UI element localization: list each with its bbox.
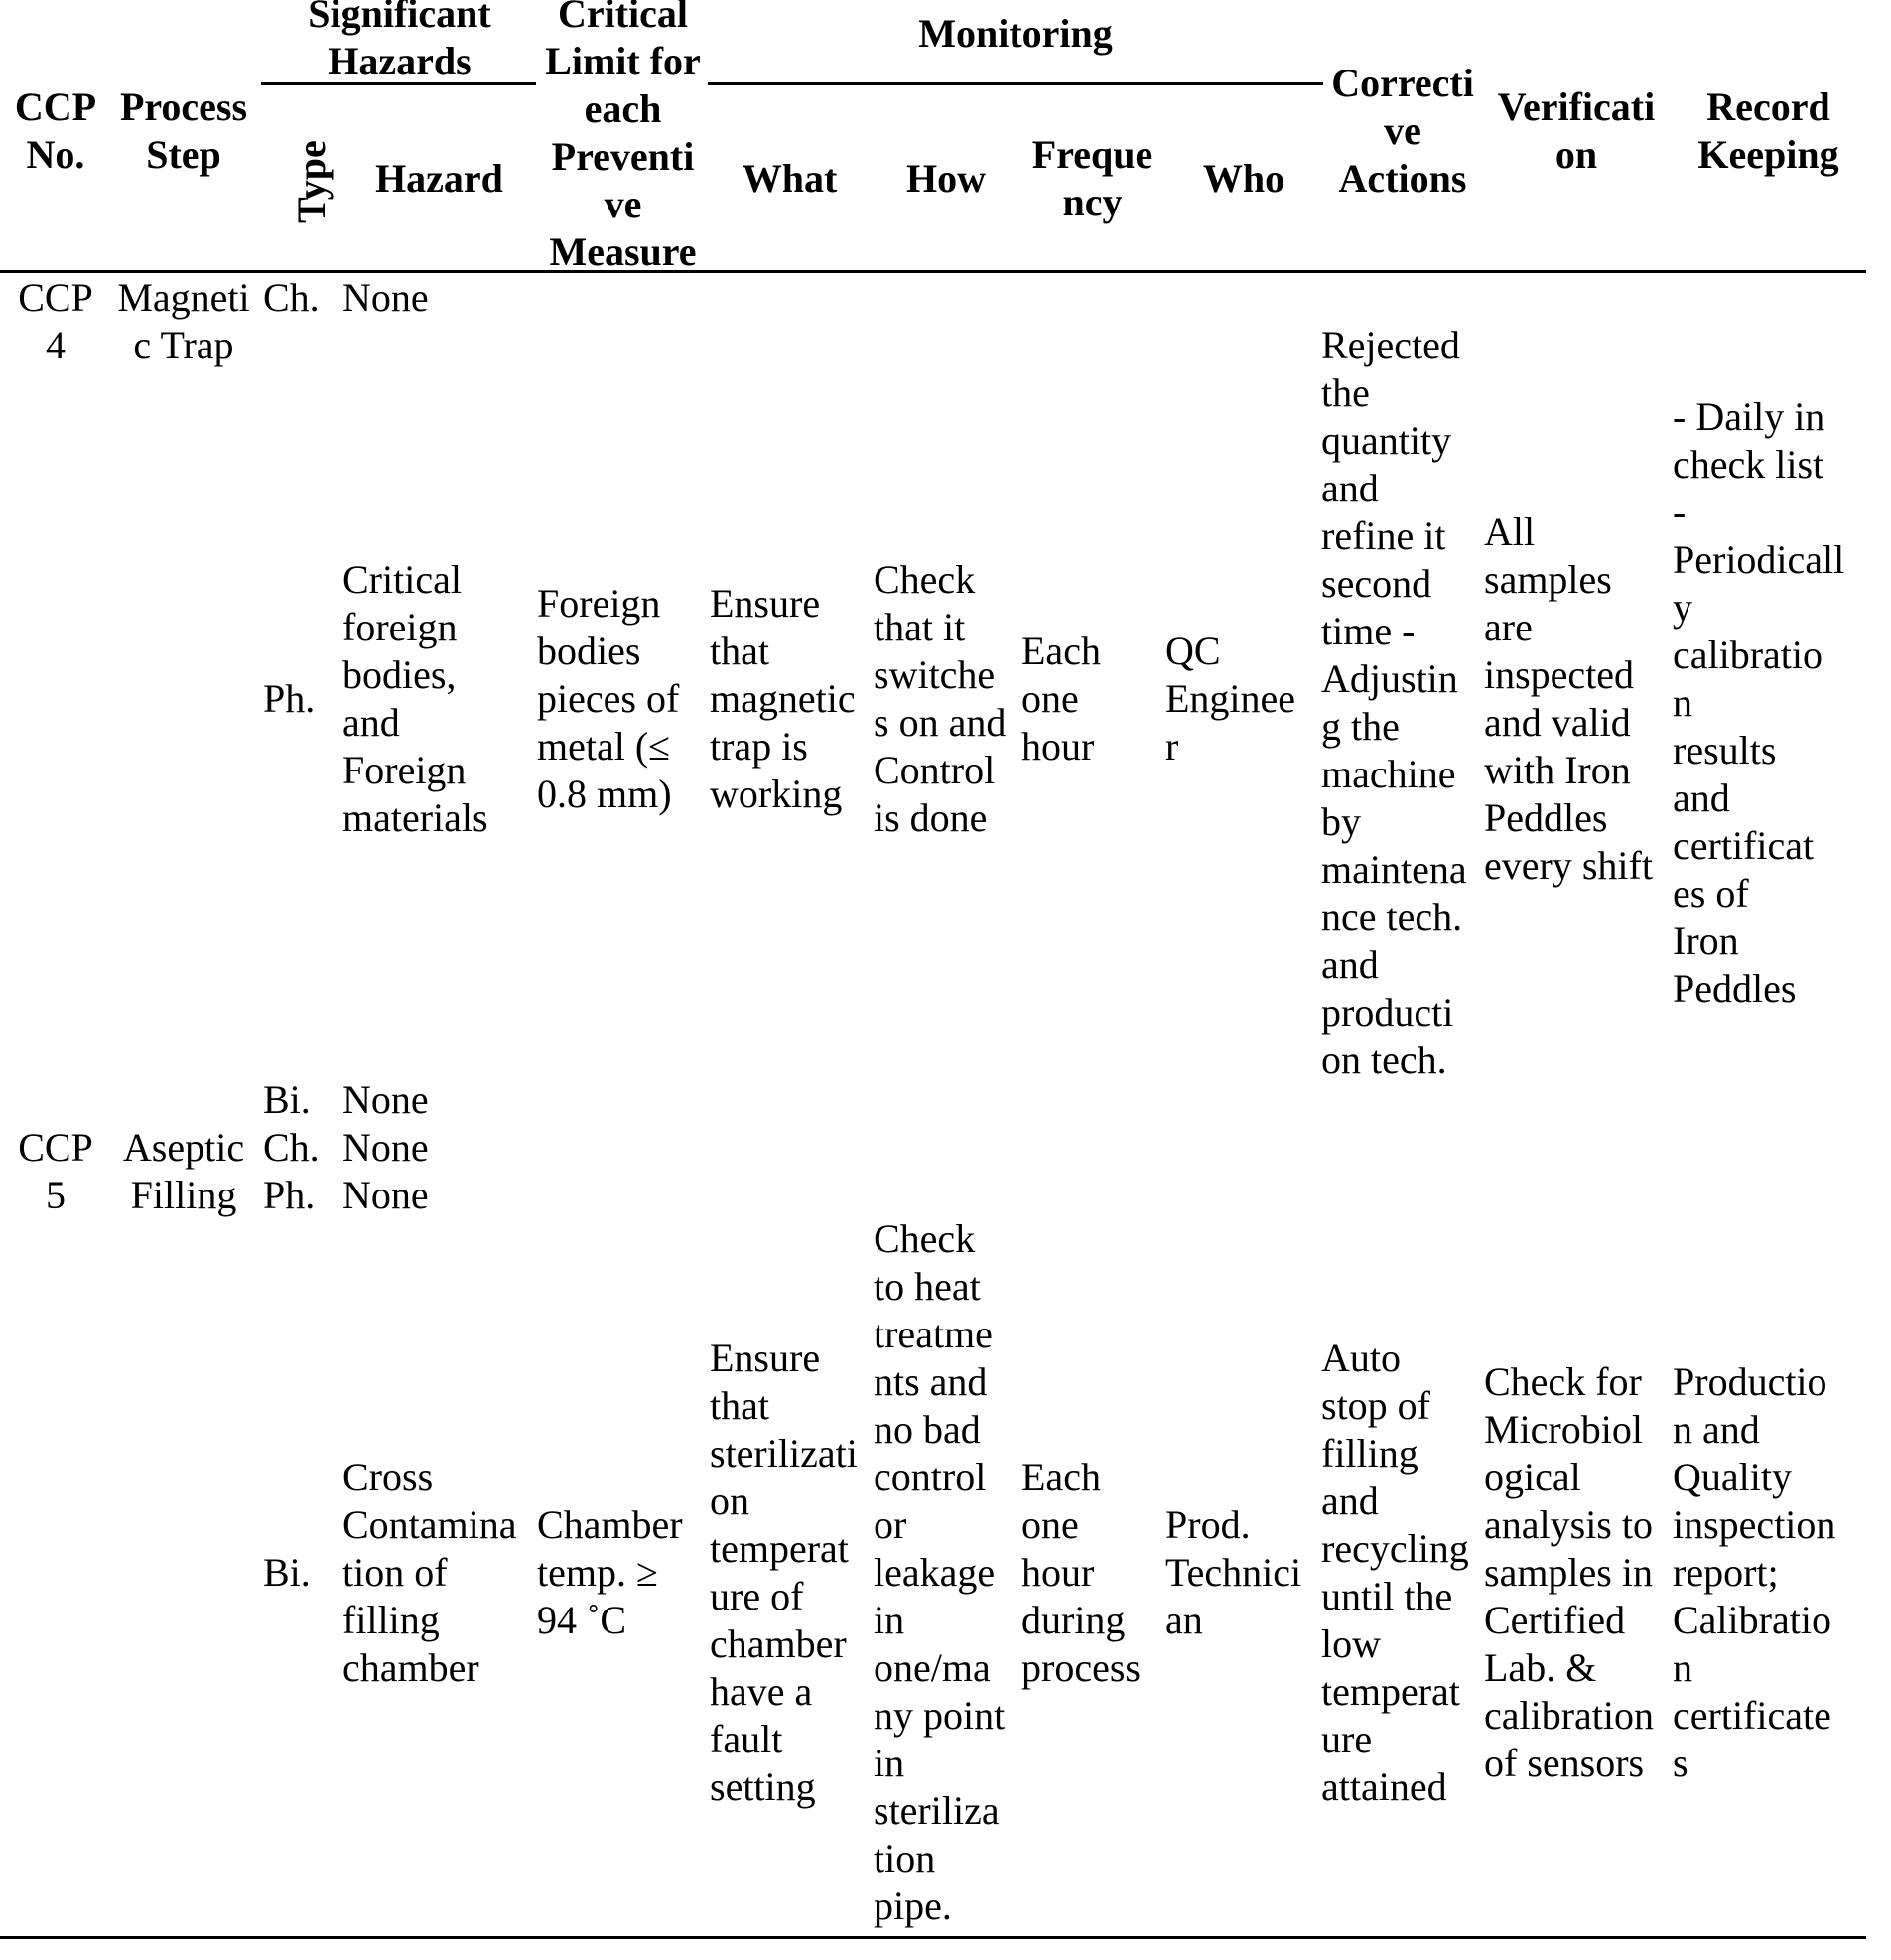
- ccp5-record-keeping: Productio n and Quality inspection report; Calibratio n certificate s: [1673, 1359, 1836, 1785]
- ccp4-bi-type: Bi.: [263, 1077, 311, 1122]
- header-process-step: Process Step: [119, 84, 248, 177]
- table-bottom-rule: [0, 1936, 1866, 1939]
- ccp5-bi-type: Bi.: [263, 1550, 311, 1595]
- header-monitoring: Monitoring: [918, 11, 1113, 56]
- ccp4-ccp-no: CCP 4: [18, 275, 93, 367]
- ccp5-process-step: Aseptic Filling: [122, 1125, 245, 1217]
- ccp5-verification: Check for Microbiol ogical analysis to samples in Certified Lab. & calibration of sensors: [1484, 1359, 1655, 1785]
- ccp4-ch-type: Ch.: [263, 275, 320, 320]
- header-frequency: Freque ncy: [1031, 132, 1153, 224]
- ccp5-how: Check to heat treatme nts and no bad control or leakage in one/ma ny point in steriliza tion pipe.: [874, 1216, 1006, 1928]
- ccp4-ph-type: Ph.: [263, 676, 316, 721]
- ccp5-ccp-no: CCP 5: [18, 1125, 93, 1217]
- header-who: Who: [1202, 156, 1285, 201]
- header-bottom-rule: [0, 270, 1866, 273]
- ccp4-who: QC Enginee r: [1165, 629, 1296, 769]
- ccp4-record-keeping: - Daily in check list - Periodicall y calibratio n results and certificat es of Iron Peddles: [1673, 394, 1845, 1011]
- ccp4-how: Check that it switche s on and Control is done: [874, 557, 1007, 840]
- ccp5-ph-hazard: None: [342, 1173, 429, 1217]
- ccp5-critical-limit: Chamber temp. ≥ 94 ˚C: [537, 1502, 683, 1642]
- ccp4-frequency: Each one hour: [1021, 629, 1101, 769]
- ccp5-who: Prod. Technici an: [1165, 1502, 1302, 1642]
- header-corrective-actions: Correcti ve Actions: [1331, 61, 1474, 201]
- ccp5-ph-type: Ph.: [263, 1173, 316, 1217]
- ccp5-what: Ensure that sterilizati on temperat ure of chamber have a fault setting: [710, 1335, 858, 1809]
- ccp4-bi-hazard: None: [342, 1077, 429, 1122]
- ccp4-verification: All samples are inspected and valid with Iron Peddles every shift: [1484, 509, 1653, 888]
- ccp4-ch-hazard: None: [342, 275, 429, 320]
- header-significant-hazards: Significant Hazards: [308, 0, 491, 83]
- ccp5-corrective-actions: Auto stop of filling and recycling until the low temperat ure attained: [1321, 1335, 1469, 1809]
- ccp5-ch-hazard: None: [342, 1125, 429, 1170]
- header-what: What: [742, 156, 838, 201]
- header-critical-limit: Critical Limit for each Preventi ve Measure: [545, 0, 701, 274]
- header-type: Type: [289, 140, 334, 223]
- header-record-keeping: Record Keeping: [1697, 84, 1839, 177]
- ccp4-corrective-actions: Rejected the quantity and refine it second time - Adjustin g the machine by maintena nce tech. and producti on tech.: [1321, 323, 1467, 1082]
- ccp5-ch-type: Ch.: [263, 1125, 320, 1170]
- header-monitoring-underline: [708, 82, 1323, 85]
- header-how: How: [906, 156, 986, 201]
- ccp4-ph-hazard: Critical foreign bodies, and Foreign materials: [342, 557, 488, 840]
- header-hazard: Hazard: [375, 156, 503, 201]
- ccp5-frequency: Each one hour during process: [1021, 1455, 1141, 1690]
- ccp4-critical-limit: Foreign bodies pieces of metal (≤ 0.8 mm): [537, 581, 680, 816]
- header-verification: Verificati on: [1497, 84, 1656, 177]
- ccp5-bi-hazard: Cross Contamina tion of filling chamber: [342, 1455, 517, 1690]
- ccp4-what: Ensure that magnetic trap is working: [710, 581, 856, 816]
- ccp4-process-step: Magneti c Trap: [117, 275, 250, 367]
- header-ccp-no: CCP No.: [14, 84, 97, 177]
